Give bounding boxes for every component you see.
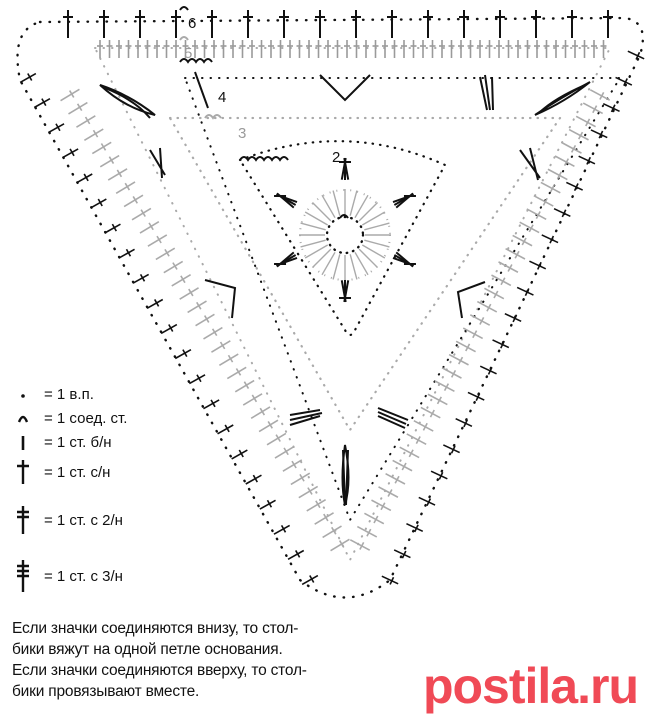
side-stitch <box>554 209 570 217</box>
right-side-stitches <box>382 51 644 584</box>
note-line-4: бики провязывают вместе. <box>12 683 200 700</box>
center-spoke <box>364 223 389 230</box>
corner-hooks <box>195 72 485 318</box>
legend-label-dc: = 1 ст. с/н <box>44 463 111 481</box>
side-stitch <box>468 392 484 400</box>
round-label-3: 3 <box>238 125 247 142</box>
side-stitch <box>529 261 545 269</box>
top-row6-stitches <box>63 10 613 38</box>
side-stitch <box>517 287 533 295</box>
side-stitch <box>382 576 398 584</box>
side-stitch <box>628 51 644 59</box>
side-stitch <box>456 419 472 427</box>
side-stitch <box>579 156 595 164</box>
round-label-4: 4 <box>218 89 227 106</box>
center-spoke <box>333 191 340 216</box>
legend-label-tr2: = 1 ст. с 2/н <box>44 511 123 529</box>
legend-row-tr3 <box>8 564 123 588</box>
slip-arcs <box>180 7 348 218</box>
side-stitch <box>616 77 632 85</box>
legend-row-sc <box>8 430 112 454</box>
legend-row-dc <box>8 460 110 484</box>
side-stitch <box>419 497 435 505</box>
center-spoke <box>301 240 326 247</box>
legend-label-sc: = 1 ст. б/н <box>44 433 112 451</box>
side-stitch <box>406 524 422 532</box>
legend-label-tr3: = 1 ст. с 3/н <box>44 567 123 585</box>
treble-3-icon <box>8 560 38 592</box>
center-clusters <box>274 158 416 302</box>
center-spoke <box>364 240 389 247</box>
side-stitch <box>480 366 496 374</box>
side-stitch <box>443 445 459 453</box>
center-spoke <box>333 254 340 279</box>
single-crochet-icon <box>8 426 38 458</box>
side-stitch <box>542 235 558 243</box>
side-stitch <box>603 104 619 112</box>
legend-row-tr2 <box>8 508 123 532</box>
side-stitch <box>493 340 509 348</box>
double-crochet-icon <box>8 456 38 488</box>
note-line-2: бики вяжут на одной петле основания. <box>12 641 283 658</box>
legend-label-slip: = 1 соед. ст. <box>44 409 128 427</box>
watermark: postila.ru <box>422 658 638 714</box>
center-spoke <box>350 191 357 216</box>
row5-gray-path <box>95 48 610 560</box>
row3-gray-path <box>170 118 560 430</box>
row4-chain-path <box>185 78 620 520</box>
instructions-note <box>12 618 392 702</box>
treble-2-icon <box>8 504 38 536</box>
round-label-5: 5 <box>184 45 193 62</box>
side-stitch <box>566 182 582 190</box>
note-line-1: Если значки соединяются внизу, то стол- <box>12 620 299 637</box>
center-spokes <box>299 189 391 281</box>
side-stitch <box>591 130 607 138</box>
right-gray-stitches <box>350 90 609 550</box>
top-row5-stitches <box>97 40 607 58</box>
center-spoke <box>301 223 326 230</box>
side-stitch <box>505 314 521 322</box>
note-line-3: Если значки соединяются вверху, то стол- <box>12 662 307 679</box>
round-label-2: 2 <box>332 149 341 166</box>
center-spoke <box>350 254 357 279</box>
side-stitch <box>431 471 447 479</box>
legend-label-chain: = 1 в.п. <box>44 385 94 403</box>
round-label-6: 6 <box>188 15 197 32</box>
center-ring-inner <box>327 217 363 253</box>
